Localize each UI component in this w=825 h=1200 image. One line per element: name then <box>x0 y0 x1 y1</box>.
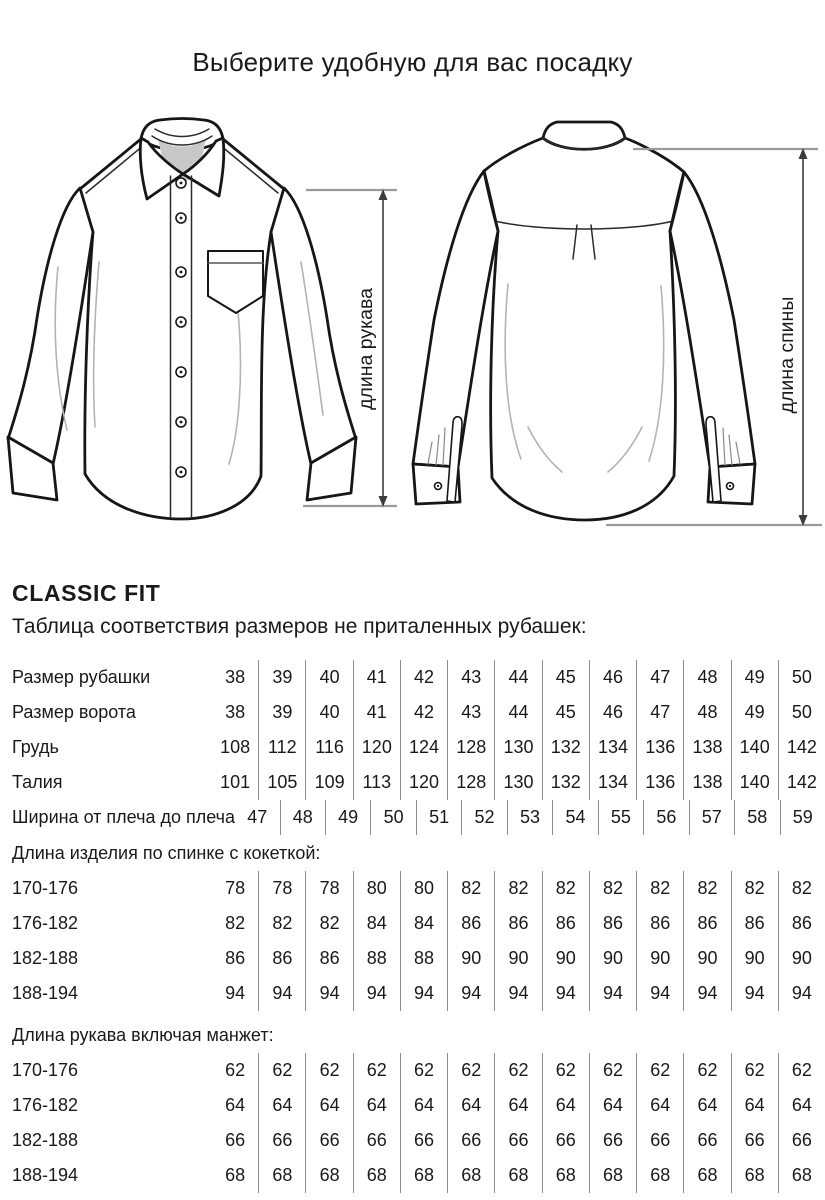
table-cell: 48 <box>683 660 730 695</box>
table-cell: 120 <box>353 730 400 765</box>
table-cell: 128 <box>447 765 494 800</box>
table-cell: 136 <box>636 765 683 800</box>
table-row <box>0 1088 825 1123</box>
table-cell: 80 <box>353 871 400 906</box>
table-cell: 94 <box>305 976 352 1011</box>
table-cell: 55 <box>598 800 643 835</box>
table-cell: 64 <box>542 1088 589 1123</box>
table-cell: 90 <box>447 941 494 976</box>
table-cell: 86 <box>447 906 494 941</box>
table-cell: 105 <box>258 765 305 800</box>
table-cell: 41 <box>353 660 400 695</box>
table-cell: 66 <box>542 1123 589 1158</box>
table-cell: 64 <box>636 1088 683 1123</box>
table-cell: 49 <box>731 695 778 730</box>
table-cell: 45 <box>542 660 589 695</box>
table-cell: 43 <box>447 660 494 695</box>
table-cell: 116 <box>305 730 352 765</box>
table-cell: 90 <box>731 941 778 976</box>
table-cell: 68 <box>494 1158 541 1193</box>
table-cell: 82 <box>636 871 683 906</box>
row-label: Грудь <box>12 737 59 757</box>
table-row <box>0 871 825 906</box>
table-row <box>0 765 825 800</box>
table-cell: 68 <box>636 1158 683 1193</box>
table-cell: 94 <box>778 976 825 1011</box>
table-cell: 94 <box>400 976 447 1011</box>
sleeve-length-label: длина рукава <box>355 288 377 410</box>
table-cell: 62 <box>225 1060 246 1080</box>
table-cell: 78 <box>225 878 246 898</box>
table-cell: 88 <box>400 941 447 976</box>
table-cell: 90 <box>778 941 825 976</box>
table-cell: 52 <box>461 800 506 835</box>
table-cell: 64 <box>683 1088 730 1123</box>
row-label: 188-194 <box>12 983 79 1003</box>
table-cell: 49 <box>325 800 370 835</box>
table-cell: 94 <box>731 976 778 1011</box>
table-cell: 82 <box>447 871 494 906</box>
row-label: Ширина от плеча до плеча <box>12 807 236 827</box>
table-cell: 64 <box>494 1088 541 1123</box>
table-cell: 62 <box>258 1053 305 1088</box>
shirt-diagram <box>0 112 825 557</box>
row-label: 188-194 <box>12 1165 79 1185</box>
table-cell: 46 <box>589 660 636 695</box>
table-cell: 62 <box>400 1053 447 1088</box>
table-cell: 51 <box>416 800 461 835</box>
table-cell: 42 <box>400 660 447 695</box>
table-cell: 68 <box>447 1158 494 1193</box>
table-cell: 66 <box>683 1123 730 1158</box>
table-cell: 94 <box>589 976 636 1011</box>
table-cell: 86 <box>778 906 825 941</box>
table-cell: 50 <box>778 660 825 695</box>
table-cell: 62 <box>494 1053 541 1088</box>
table-cell: 64 <box>305 1088 352 1123</box>
table-section <box>0 1017 825 1193</box>
row-label: 176-182 <box>12 1095 79 1115</box>
table-cell: 78 <box>258 871 305 906</box>
table-cell: 82 <box>683 871 730 906</box>
table-cell: 58 <box>734 800 779 835</box>
table-cell: 130 <box>494 730 541 765</box>
table-cell: 44 <box>494 660 541 695</box>
table-cell: 86 <box>225 948 246 968</box>
row-label: 170-176 <box>12 1060 79 1080</box>
table-cell: 108 <box>220 737 251 757</box>
table-cell: 90 <box>589 941 636 976</box>
table-cell: 82 <box>778 871 825 906</box>
table-cell: 90 <box>683 941 730 976</box>
table-cell: 62 <box>447 1053 494 1088</box>
table-cell: 86 <box>542 906 589 941</box>
table-cell: 80 <box>400 871 447 906</box>
table-cell: 94 <box>225 983 246 1003</box>
table-caption: Таблица соответствия размеров не приталенных рубашек: <box>12 615 587 638</box>
table-cell: 68 <box>542 1158 589 1193</box>
table-cell: 62 <box>305 1053 352 1088</box>
table-row <box>0 695 825 730</box>
table-cell: 90 <box>636 941 683 976</box>
table-row <box>0 660 825 695</box>
back-length-label: длина спины <box>776 296 798 414</box>
table-cell: 142 <box>778 765 825 800</box>
table-cell: 90 <box>494 941 541 976</box>
table-cell: 94 <box>353 976 400 1011</box>
row-label: 170-176 <box>12 878 79 898</box>
table-cell: 113 <box>353 765 400 800</box>
table-cell: 68 <box>589 1158 636 1193</box>
table-cell: 66 <box>353 1123 400 1158</box>
table-cell: 56 <box>643 800 688 835</box>
table-cell: 66 <box>731 1123 778 1158</box>
table-cell: 64 <box>778 1088 825 1123</box>
table-row <box>0 976 825 1011</box>
table-cell: 41 <box>353 695 400 730</box>
section-header: Длина изделия по спинке с кокеткой: <box>12 842 321 863</box>
table-cell: 64 <box>258 1088 305 1123</box>
table-cell: 130 <box>494 765 541 800</box>
table-cell: 82 <box>494 871 541 906</box>
table-cell: 84 <box>353 906 400 941</box>
table-cell: 40 <box>305 695 352 730</box>
table-cell: 39 <box>258 695 305 730</box>
table-cell: 82 <box>731 871 778 906</box>
table-cell: 68 <box>731 1158 778 1193</box>
back-shirt-drawing <box>413 122 755 520</box>
table-row <box>0 906 825 941</box>
table-cell: 40 <box>305 660 352 695</box>
table-cell: 43 <box>447 695 494 730</box>
table-cell: 50 <box>778 695 825 730</box>
table-cell: 64 <box>353 1088 400 1123</box>
table-cell: 68 <box>353 1158 400 1193</box>
table-cell: 66 <box>589 1123 636 1158</box>
table-cell: 66 <box>778 1123 825 1158</box>
table-cell: 132 <box>542 730 589 765</box>
table-cell: 90 <box>542 941 589 976</box>
table-cell: 94 <box>494 976 541 1011</box>
table-cell: 66 <box>447 1123 494 1158</box>
table-row <box>0 1123 825 1158</box>
table-cell: 68 <box>305 1158 352 1193</box>
table-cell: 82 <box>542 871 589 906</box>
table-cell: 142 <box>778 730 825 765</box>
table-cell: 82 <box>258 906 305 941</box>
table-cell: 94 <box>447 976 494 1011</box>
row-label: 176-182 <box>12 913 79 933</box>
front-shirt-drawing <box>8 119 356 520</box>
table-cell: 66 <box>258 1123 305 1158</box>
table-row <box>0 1053 825 1088</box>
table-cell: 64 <box>225 1095 246 1115</box>
table-cell: 138 <box>683 730 730 765</box>
table-cell: 101 <box>220 772 251 792</box>
table-cell: 57 <box>689 800 734 835</box>
table-cell: 66 <box>400 1123 447 1158</box>
table-cell: 140 <box>731 765 778 800</box>
table-cell: 66 <box>305 1123 352 1158</box>
table-cell: 48 <box>683 695 730 730</box>
table-cell: 88 <box>353 941 400 976</box>
table-cell: 66 <box>494 1123 541 1158</box>
table-cell: 38 <box>225 702 246 722</box>
table-cell: 112 <box>258 730 305 765</box>
table-cell: 64 <box>447 1088 494 1123</box>
table-row <box>0 941 825 976</box>
table-cell: 68 <box>683 1158 730 1193</box>
table-cell: 94 <box>258 976 305 1011</box>
table-row <box>0 730 825 765</box>
table-cell: 140 <box>731 730 778 765</box>
table-cell: 82 <box>305 906 352 941</box>
table-cell: 68 <box>258 1158 305 1193</box>
table-cell: 138 <box>683 765 730 800</box>
table-cell: 53 <box>507 800 552 835</box>
table-cell: 78 <box>305 871 352 906</box>
table-cell: 86 <box>494 906 541 941</box>
table-cell: 47 <box>636 695 683 730</box>
table-cell: 38 <box>225 667 246 687</box>
table-cell: 68 <box>400 1158 447 1193</box>
row-label: Размер рубашки <box>12 667 151 687</box>
table-cell: 132 <box>542 765 589 800</box>
table-cell: 66 <box>636 1123 683 1158</box>
row-label: Размер ворота <box>12 702 136 722</box>
table-cell: 124 <box>400 730 447 765</box>
table-cell: 94 <box>542 976 589 1011</box>
table-cell: 64 <box>400 1088 447 1123</box>
table-cell: 86 <box>305 941 352 976</box>
table-cell: 128 <box>447 730 494 765</box>
table-cell: 66 <box>225 1130 246 1150</box>
table-cell: 86 <box>589 906 636 941</box>
table-cell: 94 <box>683 976 730 1011</box>
table-cell: 49 <box>731 660 778 695</box>
table-cell: 64 <box>589 1088 636 1123</box>
table-cell: 47 <box>247 807 268 827</box>
table-cell: 68 <box>225 1165 246 1185</box>
row-label: 182-188 <box>12 1130 79 1150</box>
table-cell: 45 <box>542 695 589 730</box>
table-cell: 64 <box>731 1088 778 1123</box>
table-cell: 59 <box>780 800 825 835</box>
table-cell: 68 <box>778 1158 825 1193</box>
table-cell: 62 <box>731 1053 778 1088</box>
page-title: Выберите удобную для вас посадку <box>192 47 633 77</box>
table-cell: 44 <box>494 695 541 730</box>
table-cell: 62 <box>778 1053 825 1088</box>
table-section <box>0 835 825 1011</box>
table-cell: 120 <box>400 765 447 800</box>
table-cell: 86 <box>683 906 730 941</box>
table-cell: 86 <box>258 941 305 976</box>
table-cell: 62 <box>636 1053 683 1088</box>
table-section <box>0 660 825 835</box>
table-cell: 46 <box>589 695 636 730</box>
table-cell: 134 <box>589 730 636 765</box>
table-cell: 62 <box>542 1053 589 1088</box>
table-cell: 82 <box>225 913 246 933</box>
row-label: Талия <box>12 772 63 792</box>
table-cell: 48 <box>280 800 325 835</box>
table-cell: 82 <box>589 871 636 906</box>
table-cell: 136 <box>636 730 683 765</box>
table-cell: 86 <box>636 906 683 941</box>
table-cell: 50 <box>370 800 415 835</box>
table-cell: 134 <box>589 765 636 800</box>
table-cell: 39 <box>258 660 305 695</box>
table-cell: 86 <box>731 906 778 941</box>
table-cell: 84 <box>400 906 447 941</box>
table-cell: 62 <box>589 1053 636 1088</box>
table-row <box>0 1158 825 1193</box>
table-cell: 54 <box>552 800 597 835</box>
table-cell: 62 <box>683 1053 730 1088</box>
table-row <box>0 800 825 835</box>
table-cell: 62 <box>353 1053 400 1088</box>
table-cell: 42 <box>400 695 447 730</box>
row-label: 182-188 <box>12 948 79 968</box>
section-header: Длина рукава включая манжет: <box>12 1024 274 1045</box>
table-cell: 94 <box>636 976 683 1011</box>
fit-heading: CLASSIC FIT <box>12 580 161 606</box>
table-cell: 47 <box>636 660 683 695</box>
size-table <box>0 660 825 1193</box>
table-cell: 109 <box>305 765 352 800</box>
